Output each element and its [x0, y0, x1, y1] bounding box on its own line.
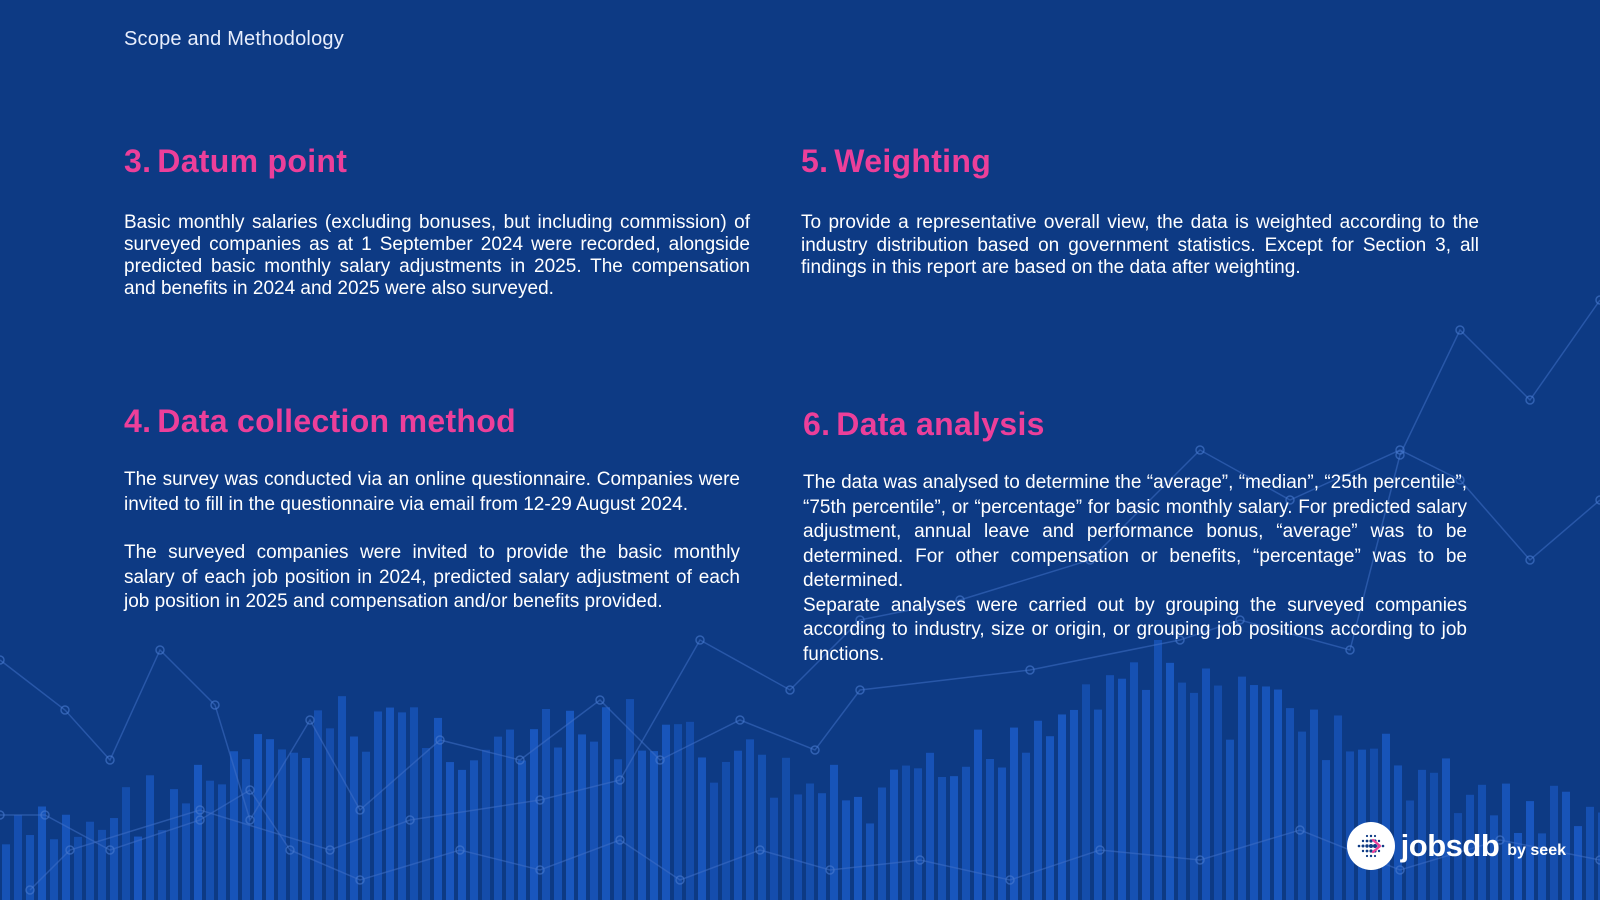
background-bar: [1142, 690, 1150, 900]
background-bar: [962, 767, 970, 900]
background-bar: [770, 798, 778, 900]
background-bar: [854, 797, 862, 900]
background-bar: [230, 751, 238, 900]
background-bar: [1298, 732, 1306, 900]
background-bar: [410, 707, 418, 900]
background-bar: [194, 765, 202, 900]
background-bar: [782, 758, 790, 900]
background-bar: [38, 806, 46, 900]
section-title: 5. Weighting: [801, 143, 992, 179]
background-bar: [842, 800, 850, 900]
background-bar: [158, 830, 166, 900]
background-bar: [734, 751, 742, 900]
section-datum-point: [124, 143, 750, 300]
section-paragraph: The data was analysed to determine the “average”, “median”, “25th percentile”, “75th percentile”, or “percentage” for basic monthly salary. For predicted salary adjustment, annual leave and performance bonus, “average” was to be determined. For other compensation or benefits, “percentage” was to be determined. Separate analyses were carried out by grouping the surveyed companies according to industry, size or origin, or grouping job positions according to job functions.: [803, 472, 1467, 665]
background-bar: [1130, 662, 1138, 900]
background-bar: [1202, 669, 1210, 900]
background-bar: [1322, 760, 1330, 900]
logo-suffix: by seek: [1507, 842, 1566, 859]
background-bar: [530, 729, 538, 900]
background-bar: [1094, 710, 1102, 900]
background-bar: [86, 822, 94, 900]
section-title: 3. Datum point: [124, 143, 348, 179]
background-bar: [134, 837, 142, 900]
background-bar: [566, 711, 574, 900]
background-bar: [974, 730, 982, 900]
background-bar: [1010, 728, 1018, 900]
background-bar: [1046, 736, 1054, 900]
background-bar: [578, 734, 586, 900]
background-bar: [794, 794, 802, 900]
background-bar: [1382, 734, 1390, 900]
background-bar: [1334, 715, 1342, 900]
background-bar: [14, 815, 22, 900]
background-bar: [1274, 690, 1282, 900]
background-bar: [1250, 685, 1258, 900]
background-bar: [494, 737, 502, 900]
jobsdb-logo: [1347, 822, 1566, 870]
section-paragraph: The surveyed companies were invited to provide the basic monthly salary of each job position in 2024, predicted salary adjustment of each job position in 2025 and compensation and/or benefits provided.: [124, 542, 740, 612]
background-bar: [1286, 708, 1294, 900]
background-bar: [506, 730, 514, 900]
background-bar: [470, 760, 478, 900]
background-bar: [1178, 683, 1186, 900]
section-paragraph: To provide a representative overall view, the data is weighted according to the industry distribution based on government statistics. Except for Section 3, all findings in this report are based on the data after weighting.: [801, 212, 1479, 278]
background-bar: [254, 734, 262, 900]
background-bar: [326, 728, 334, 900]
background-bar: [434, 718, 442, 900]
background-bar: [1310, 710, 1318, 900]
background-bar: [1058, 714, 1066, 900]
background-bar: [1214, 686, 1222, 900]
background-bar: [986, 759, 994, 900]
background-bar: [1238, 677, 1246, 900]
background-bar: [746, 739, 754, 900]
background-bar: [374, 712, 382, 900]
background-bar: [338, 696, 346, 900]
background-bar: [902, 766, 910, 900]
background-bar: [1262, 686, 1270, 900]
background-bar: [242, 759, 250, 900]
background-bar: [26, 835, 34, 900]
background-bar: [926, 753, 934, 900]
background-bar: [1154, 640, 1162, 900]
background-bar: [758, 755, 766, 900]
background-bar: [110, 818, 118, 900]
background-bar: [290, 753, 298, 900]
logo-wordmark: jobsdb: [1400, 828, 1500, 863]
background-bar: [182, 803, 190, 900]
background-bar: [1190, 693, 1198, 900]
background-bar: [938, 777, 946, 900]
section-paragraph: Basic monthly salaries (excluding bonuses, but including commission) of surveyed companies as at 1 September 2024 were recorded, alongside predicted basic monthly salary adjustments in 2025. The compensation and benefits in 2024 and 2025 were also surveyed.: [124, 212, 750, 299]
background-bar: [1082, 684, 1090, 900]
background-bar: [686, 722, 694, 900]
background-bar: [1166, 663, 1174, 900]
background-bar: [722, 762, 730, 900]
background-bar: [1070, 710, 1078, 900]
background-bar: [446, 762, 454, 900]
background-bar: [650, 751, 658, 900]
background-bar: [806, 783, 814, 900]
background-bar: [1586, 807, 1594, 900]
background-bar: [602, 707, 610, 900]
background-bar: [2, 844, 10, 900]
background-bar: [662, 725, 670, 900]
logo-mark-icon: [1347, 822, 1395, 870]
section-title: 6. Data analysis: [803, 406, 1045, 442]
page-header-label: Scope and Methodology: [124, 28, 344, 50]
background-bar: [698, 757, 706, 900]
section-data-collection-method: [124, 403, 740, 615]
background-bar: [638, 751, 646, 900]
background-bar: [818, 793, 826, 900]
background-bar: [218, 784, 226, 900]
section-weighting: [801, 143, 1479, 280]
background-bar: [554, 748, 562, 900]
background-bar: [482, 750, 490, 900]
section-data-analysis: [803, 406, 1467, 667]
background-bar: [518, 761, 526, 900]
background-bar: [866, 823, 874, 900]
background-bar: [1022, 753, 1030, 900]
background-bar: [830, 765, 838, 900]
background-bar: [422, 748, 430, 900]
section-paragraph: The survey was conducted via an online questionnaire. Companies were invited to fill in the questionnaire via email from 12-29 August 2024.: [124, 469, 740, 515]
background-bar: [710, 783, 718, 900]
background-bar: [1574, 826, 1582, 900]
background-bar: [398, 712, 406, 900]
background-bar: [302, 758, 310, 900]
background-bar: [170, 789, 178, 900]
section-title: 4. Data collection method: [124, 403, 516, 439]
background-bar: [1226, 740, 1234, 900]
background-bar: [998, 768, 1006, 900]
background-bar: [1034, 721, 1042, 900]
background-bar: [590, 742, 598, 900]
background-bar: [914, 768, 922, 900]
background-bar: [458, 770, 466, 900]
background-bar: [950, 776, 958, 900]
background-bar: [878, 788, 886, 900]
background-bar: [206, 781, 214, 900]
background-bar: [1118, 679, 1126, 900]
background-bar: [1106, 675, 1114, 900]
background-bar: [890, 770, 898, 900]
